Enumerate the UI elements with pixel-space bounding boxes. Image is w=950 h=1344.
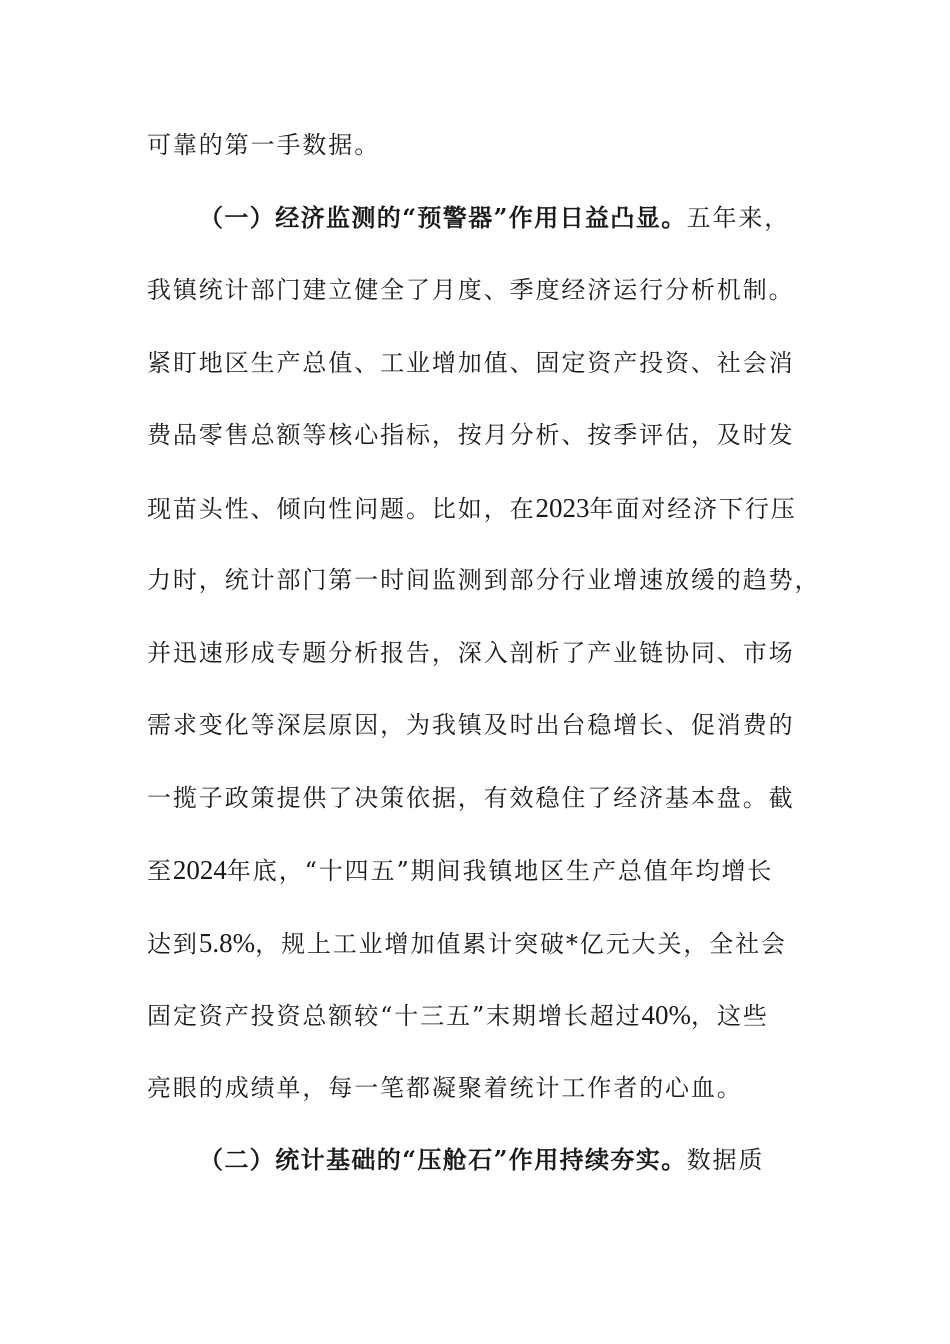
body-text: 五年来， <box>686 203 791 232</box>
body-text: 紧盯地区生产总值、工业增加值、固定资产投资、社会消 <box>147 348 795 377</box>
paragraph-line <box>147 123 799 196</box>
body-text: 数据质 <box>686 1146 765 1174</box>
document-page <box>147 123 821 1211</box>
paragraph-line <box>147 776 799 849</box>
paragraph-line <box>147 848 799 921</box>
paragraph-line <box>147 1066 799 1139</box>
body-text: 费品零售总额等核心指标，按月分析、按季评估，及时发 <box>147 421 795 449</box>
paragraph-line <box>147 631 799 704</box>
body-text: 需求变化等深层原因，为我镇及时出台稳增长、促消费的 <box>147 711 795 739</box>
section-heading-2: （二）统计基础的“压舱石”作用持续夯实。 <box>199 1145 687 1174</box>
paragraph-line <box>147 413 799 486</box>
body-text: 可靠的第一手数据。 <box>147 131 381 159</box>
paragraph-line <box>147 993 799 1066</box>
body-text: ，这些 <box>691 1002 769 1030</box>
body-text: 力时，统计部门第一时间监测到部分行业增速放缓的趋势， <box>147 566 821 594</box>
year-number: 2024 <box>172 855 227 885</box>
body-text: 达到 <box>147 929 199 958</box>
year-number: 2023 <box>535 492 590 523</box>
section-heading-1: （一）经济监测的“预警器”作用日益凸显。 <box>199 202 687 232</box>
paragraph-line <box>147 486 799 559</box>
body-text: ，规上工业增加值累计突破*亿元大关，全社会 <box>255 929 787 958</box>
body-text: 固定资产投资总额较“十三五”末期增长超过 <box>147 1002 642 1030</box>
body-text: 年底，“十四五”期间我镇地区生产总值年均增长 <box>226 857 774 885</box>
paragraph-line <box>147 268 799 341</box>
paragraph-line <box>147 921 799 994</box>
paragraph-line <box>147 558 821 631</box>
body-text: 现苗头性、倾向性问题。比如，在 <box>147 494 536 523</box>
body-text: 一揽子政策提供了决策依据，有效稳住了经济基本盘。截 <box>147 783 795 812</box>
growth-rate: 5.8% <box>198 927 256 958</box>
body-text: 至 <box>147 857 173 885</box>
body-text: 并迅速形成专题分析报告，深入剖析了产业链协同、市场 <box>147 638 795 667</box>
section-heading-line-1 <box>147 196 799 269</box>
paragraph-line <box>147 341 799 414</box>
body-text: 我镇统计部门建立健全了月度、季度经济运行分析机制。 <box>147 276 795 304</box>
body-text: 年面对经济下行压 <box>589 494 797 523</box>
section-heading-line-2 <box>147 1138 799 1211</box>
body-text: 亮眼的成绩单，每一笔都凝聚着统计工作者的心血。 <box>147 1073 743 1102</box>
growth-percent: 40% <box>641 1000 692 1030</box>
paragraph-line <box>147 703 799 776</box>
